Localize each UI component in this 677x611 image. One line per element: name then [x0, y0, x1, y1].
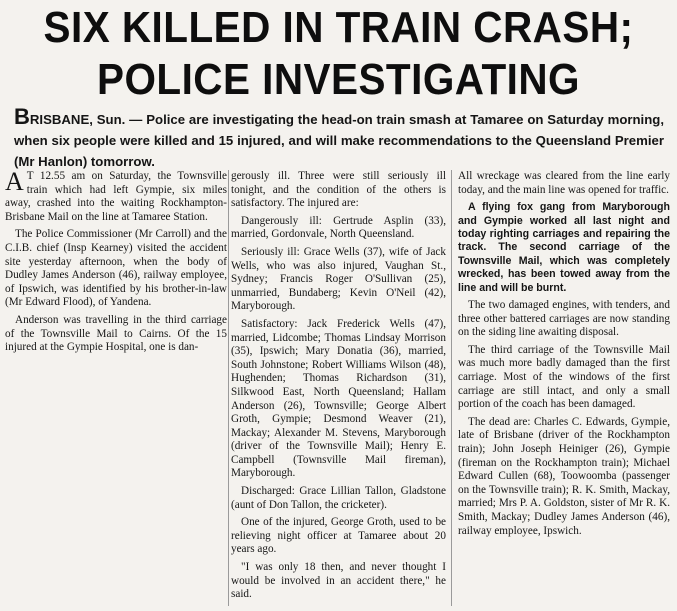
column-2-paragraph-5: Discharged: Grace Lillian Tallon, Gladstone (aunt of Don Tallon, the cricketer).: [231, 485, 446, 511]
column-1-paragraph-1: [5, 167, 227, 224]
article-column-3: [458, 170, 670, 542]
column-3-paragraph-2: A flying fox gang from Maryborough and Gympie worked all last night and today righting carriages and repairing the track. The second carriage of the Townsville Mail, which was completely wrecked, has been towed away from the line and will be burnt.: [458, 201, 670, 294]
lead-dropcap: B: [14, 104, 30, 129]
headline-line-2: POLICE INVESTIGATING: [96, 55, 581, 104]
column-1-paragraph-3: Anderson was travelling in the third carriage of the Townsville Mail to Cairns. Of the 15 injured at the Gympie Hospital, one is dan-: [5, 313, 227, 354]
column-3-paragraph-4: The third carriage of the Townsville Mail was much more badly damaged than the first carriage. Most of the windows of the first carriage are still intact, and only a small portion of the coach has been damaged.: [458, 343, 670, 411]
column-2-paragraph-3: Seriously ill: Grace Wells (37), wife of Jack Wells, who was also injured, Vaughan St., Sydney; Francis Roger O'Sullivan (25), unmarried, Bundaberg; Kevin O'Neil (42), Maryborough.: [231, 245, 446, 313]
column-1-paragraph-2: The Police Commissioner (Mr Carroll) and the C.I.B. chief (Insp Kearney) visited the accident site yesterday afternoon, when the body of Dudley James Anderson (46), railway employee, of Ipswich, was identified by his brother-in-law (Mr Edward Flood), of Yandena.: [5, 228, 227, 309]
article-column-2: [231, 170, 446, 606]
column-2-paragraph-1: gerously ill. Three were still seriously ill tonight, and the condition of the others is satisfactory. The injured are:: [231, 170, 446, 210]
column-2-paragraph-7: "I was only 18 then, and never thought I would be involved in an accident there," he said.: [231, 561, 446, 601]
column-divider-1: [228, 170, 229, 606]
column-1-dropcap: A: [5, 167, 24, 196]
column-divider-2: [451, 170, 452, 606]
column-1-paragraph-1-text: T 12.55 am on Saturday, the Townsville train which had left Gympie, six miles away, crashed into the waiting Rockhampton-Brisbane Mail on the line at Tamaree Station.: [5, 170, 227, 223]
article-column-1: [5, 167, 227, 359]
lead-text: RISBANE, Sun. — Police are investigating the head-on train smash at Tamaree on Saturday morning, when six people were killed and 15 injured, and will make recommendations to the Queensland Premier (Mr Hanlon) tomorrow.: [14, 112, 664, 169]
column-3-paragraph-1: All wreckage was cleared from the line early today, and the main line was opened for traffic.: [458, 170, 670, 196]
column-2-paragraph-2: Dangerously ill: Gertrude Asplin (33), married, Gordonvale, North Queensland.: [231, 214, 446, 241]
column-3-paragraph-5: The dead are: Charles C. Edwards, Gympie, late of Brisbane (driver of the Rockhampton train); John Joseph Heiniger (26), Gympie (fireman on the Rockhampton train); Michael Edward Cullen (68), Toowoomba (passenger on the Townsville train); R. K. Smith, Mackay, married; Mrs P. A. Goldston, sister of Mr R. K. Smith, Mackay; Dudley James Anderson (46), railway employee, Ipswich.: [458, 415, 670, 537]
column-2-paragraph-4: Satisfactory: Jack Frederick Wells (47), married, Lidcombe; Thomas Lindsay Morrison (35), Ipswich; Mary Donatia (36), married, South Johnstone; Robert Williams Wilson (48), Hughenden; Thomas Richardson (31), Silkwood East, North Queensland; Hallam Anderson (26), Townsville; George Albert Groth, Gympie; Desmond Weaver (21), Mackay; Alexander M. Stevens, Maryborough (driver of the Townsville Mail); Henry E. Campbell (Townsville Mail fireman), Maryborough.: [231, 317, 446, 480]
headline-line-1: SIX KILLED IN TRAIN CRASH;: [43, 3, 634, 52]
column-3-paragraph-3: The two damaged engines, with tenders, and three other battered carriages are now standing on the siding line awaiting disposal.: [458, 299, 670, 339]
lead-paragraph: [14, 104, 664, 172]
column-2-paragraph-6: One of the injured, George Groth, used to be relieving night officer at Tamaree about 20 years ago.: [231, 516, 446, 556]
